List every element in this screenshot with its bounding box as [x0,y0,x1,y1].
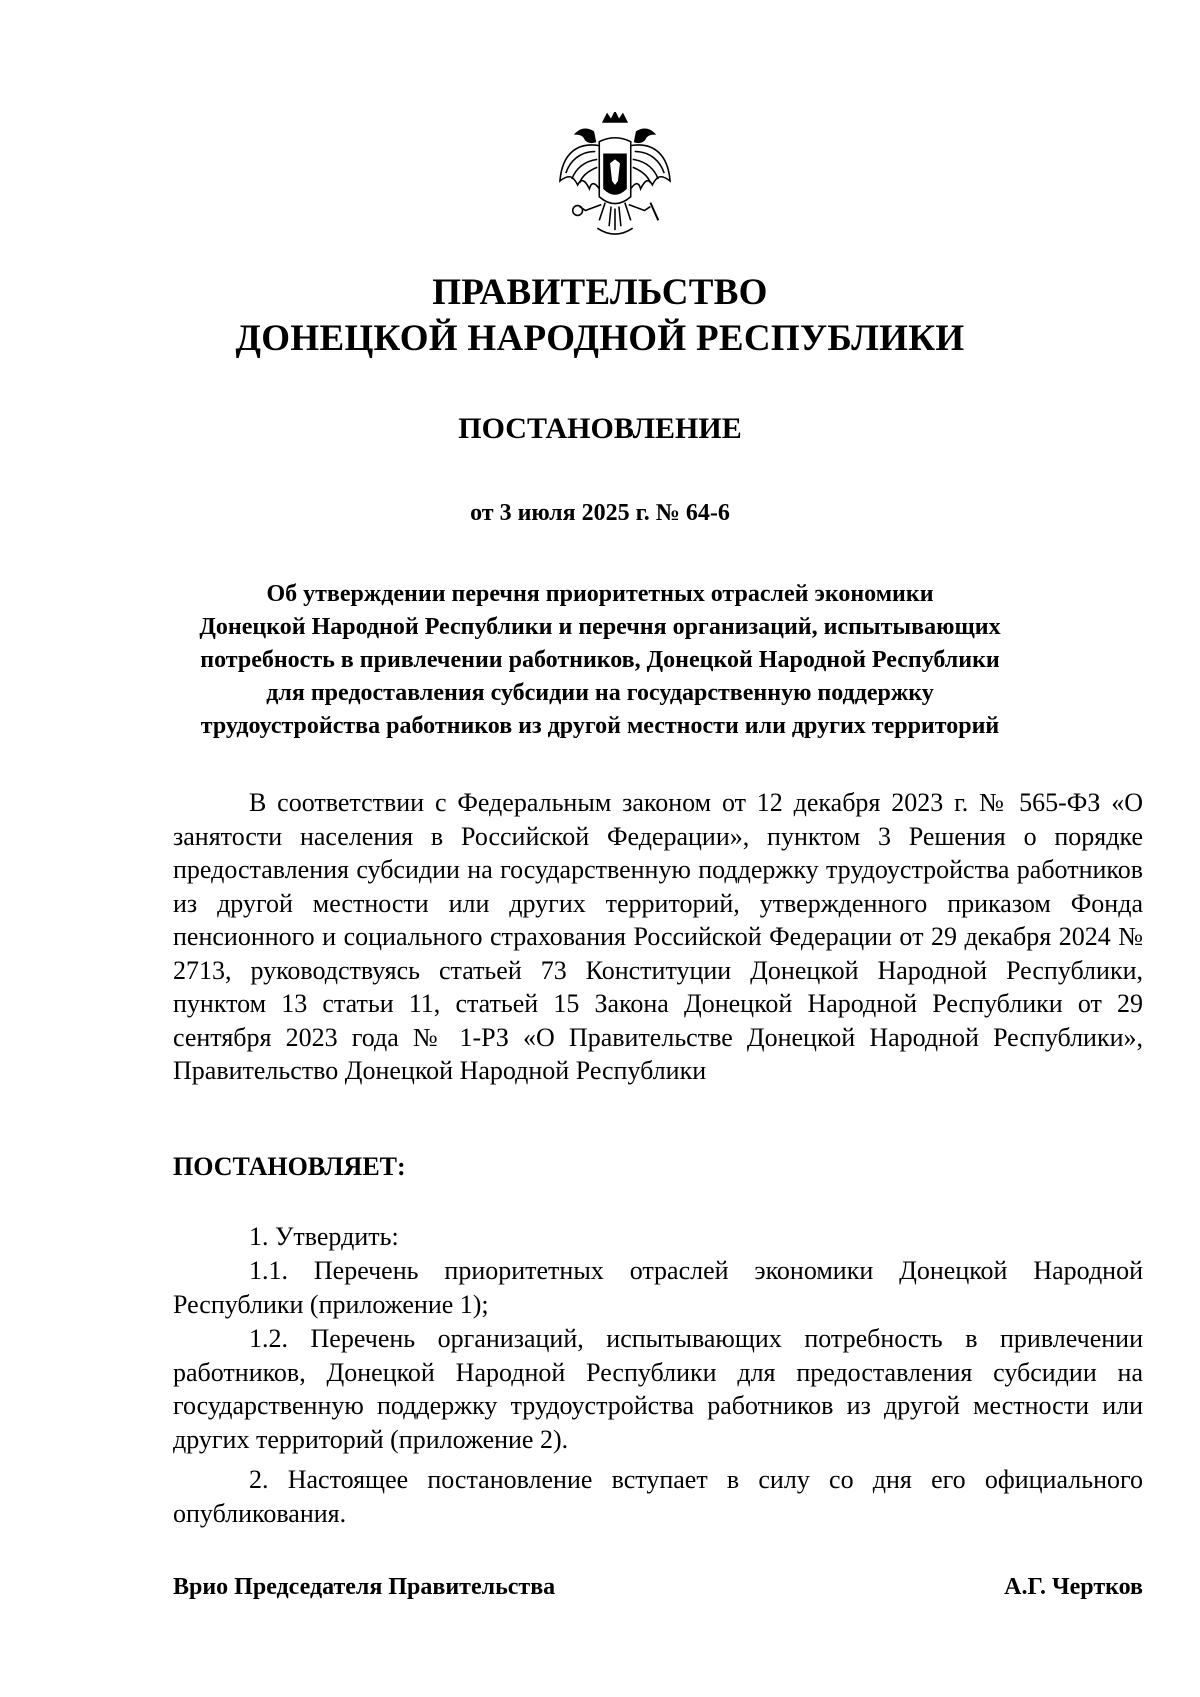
signatory-name: А.Г. Чертков [1004,1574,1143,1600]
coat-of-arms-icon [556,112,674,250]
document-date-number: от 3 июля 2025 г. № 64-6 [470,500,730,526]
government-title-line2: ДОНЕЦКОЙ НАРОДНОЙ РЕСПУБЛИКИ [235,318,965,359]
subject-line: Об утверждении перечня приоритетных отраслей экономики [266,581,934,607]
subject-line: потребность в привлечении работников, Донецкой Народной Республики [200,647,1000,673]
subject-line: Донецкой Народной Республики и перечня организаций, испытывающих [199,614,1001,640]
preamble-paragraph: В соответствии с Федеральным законом от 12 декабря 2023 г. № 565-ФЗ «О занятости населения в Российской Федерации», пунктом 3 Решения о порядке предоставления субсидии на государственную поддержку трудоустройства работников из другой местности или других территорий, утвержденного приказом Фонда пенсионного и социального страхования Российской Федерации от 29 декабря 2024 № 2713, руководствуясь статьей 73 Конституции Донецкой Народной Республики, пунктом 13 статьи 11, статьей 15 Закона Донецкой Народной Республики от 29 сентября 2023 года № 1-РЗ «О Правительстве Донецкой Народной Республики», Правительство Донецкой Народной Республики [173,788,1143,1085]
government-title [0,270,1200,362]
signatory-position: Врио Председателя Правительства [173,1574,556,1600]
item-1-2: 1.2. Перечень организаций, испытывающих потребность в привлечении работников, Донецкой Народной Республики для предоставления субсидии на государственную поддержку трудоустройства работников из другой местности или других территорий (приложение 2). [173,1324,1143,1454]
item-1-1: 1.1. Перечень приоритетных отраслей экономики Донецкой Народной Республики (приложение 1); [173,1256,1143,1319]
government-title-line1: ПРАВИТЕЛЬСТВО [432,272,768,313]
item-1: 1. Утвердить: [249,1222,399,1251]
subject-line: для предоставления субсидии на государственную поддержку [266,680,934,706]
document-type: ПОСТАНОВЛЕНИЕ [458,412,742,445]
subject-line: трудоустройства работников из другой местности или других территорий [200,713,1000,739]
document-subject [0,578,1200,743]
resolves-heading: ПОСТАНОВЛЯЕТ: [173,1152,406,1181]
item-2: 2. Настоящее постановление вступает в силу со дня его официального опубликования. [173,1465,1143,1528]
